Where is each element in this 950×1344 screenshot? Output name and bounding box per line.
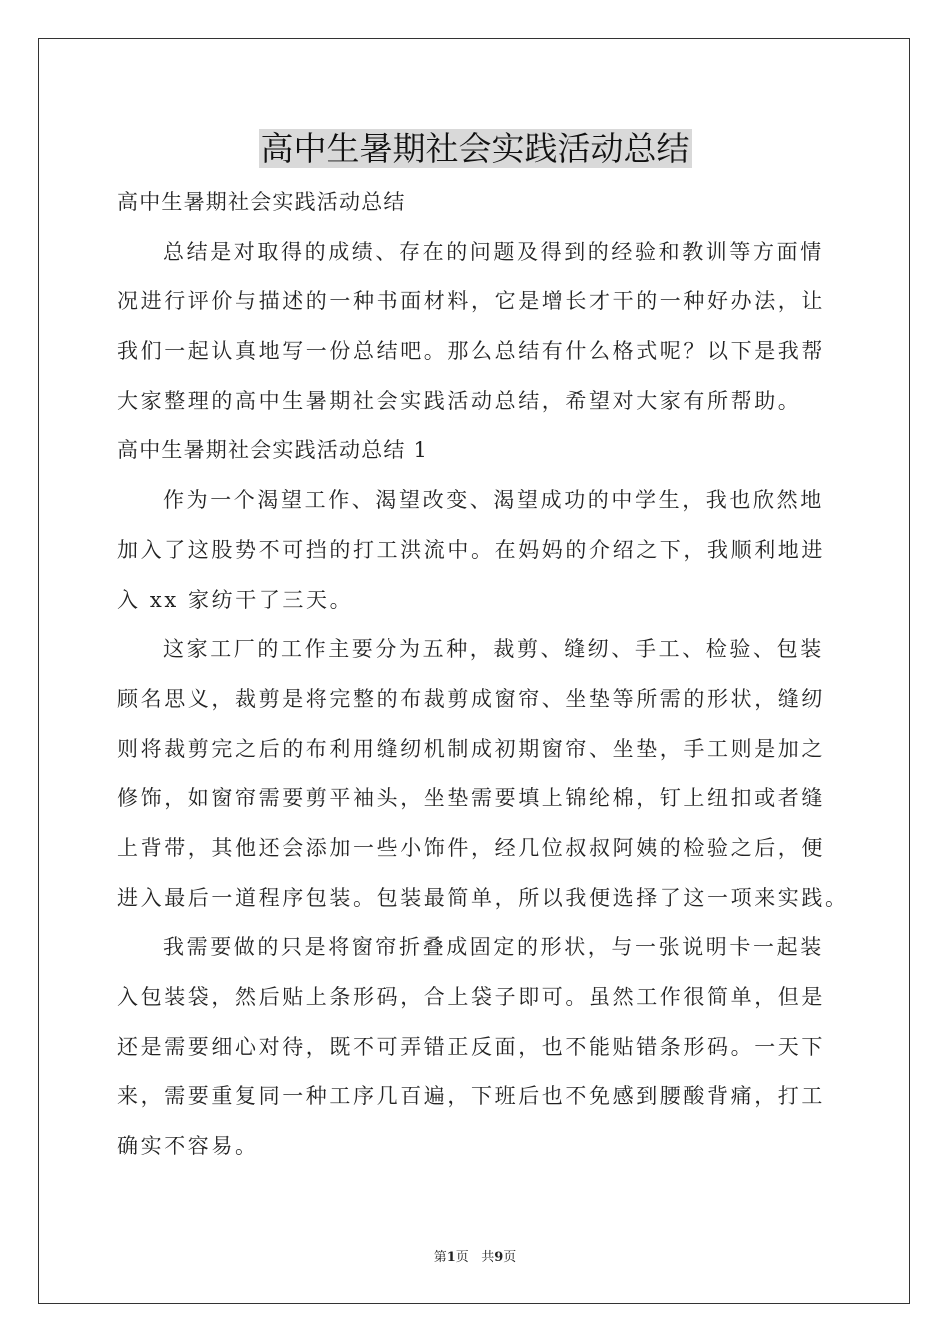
section-heading: 高中生暑期社会实践活动总结 1 bbox=[117, 438, 429, 463]
paragraph-line: 况进行评价与描述的一种书面材料，它是增长才干的一种好办法，让 bbox=[117, 289, 825, 314]
paragraph-line: 我们一起认真地写一份总结吧。那么总结有什么格式呢？以下是我帮 bbox=[117, 339, 825, 364]
paragraph-line: 则将裁剪完之后的布利用缝纫机制成初期窗帘、坐垫，手工则是加之 bbox=[117, 736, 825, 761]
document-title bbox=[0, 126, 950, 172]
page-footer bbox=[0, 1246, 950, 1265]
paragraph-line: 上背带，其他还会添加一些小饰件，经几位叔叔阿姨的检验之后，便 bbox=[117, 835, 825, 860]
paragraph-line: 还是需要细心对待，既不可弄错正反面，也不能贴错条形码。一天下 bbox=[117, 1034, 825, 1059]
paragraph-line: 进入最后一道程序包装。包装最简单，所以我便选择了这一项来实践。 bbox=[117, 885, 849, 910]
intro-paragraph bbox=[117, 228, 877, 427]
section-paragraph-1 bbox=[117, 476, 877, 625]
paragraph-line: 作为一个渴望工作、渴望改变、渴望成功的中学生，我也欣然地 bbox=[163, 488, 824, 513]
total-pages: 9 bbox=[494, 1250, 504, 1265]
page-suffix: 页 bbox=[455, 1250, 469, 1265]
paragraph-line: 确实不容易。 bbox=[117, 1134, 259, 1159]
paragraph-line: 总结是对取得的成绩、存在的问题及得到的经验和教训等方面情 bbox=[163, 239, 824, 264]
section-paragraph-3 bbox=[117, 923, 877, 1171]
subtitle: 高中生暑期社会实践活动总结 bbox=[117, 190, 406, 214]
paragraph-line: 大家整理的高中生暑期社会实践活动总结，希望对大家有所帮助。 bbox=[117, 388, 802, 413]
paragraph-line: 这家工厂的工作主要分为五种，裁剪、缝纫、手工、检验、包装 bbox=[163, 637, 824, 662]
paragraph-line: 我需要做的只是将窗帘折叠成固定的形状，与一张说明卡一起装 bbox=[163, 935, 824, 960]
total-suffix: 页 bbox=[503, 1250, 517, 1265]
total-prefix: 共 bbox=[481, 1250, 495, 1265]
paragraph-line: 顾名思义，裁剪是将完整的布裁剪成窗帘、坐垫等所需的形状，缝纫 bbox=[117, 686, 825, 711]
paragraph-line: 入包装袋，然后贴上条形码，合上袋子即可。虽然工作很简单，但是 bbox=[117, 985, 825, 1009]
paragraph-line: 修饰，如窗帘需要剪平袖头，坐垫需要填上锦纶棉，钉上纽扣或者缝 bbox=[117, 786, 825, 811]
paragraph-line: 入 xx 家纺干了三天。 bbox=[117, 587, 354, 612]
page-number: 1 bbox=[446, 1250, 456, 1265]
page-prefix: 第 bbox=[433, 1250, 447, 1265]
document-body bbox=[117, 178, 877, 1172]
section-paragraph-2 bbox=[117, 625, 877, 923]
paragraph-line: 加入了这股势不可挡的打工洪流中。在妈妈的介绍之下，我顺利地进 bbox=[117, 537, 825, 562]
document-title-text: 高中生暑期社会实践活动总结 bbox=[260, 129, 690, 168]
paragraph-line: 来，需要重复同一种工序几百遍，下班后也不免感到腰酸背痛，打工 bbox=[117, 1084, 825, 1109]
